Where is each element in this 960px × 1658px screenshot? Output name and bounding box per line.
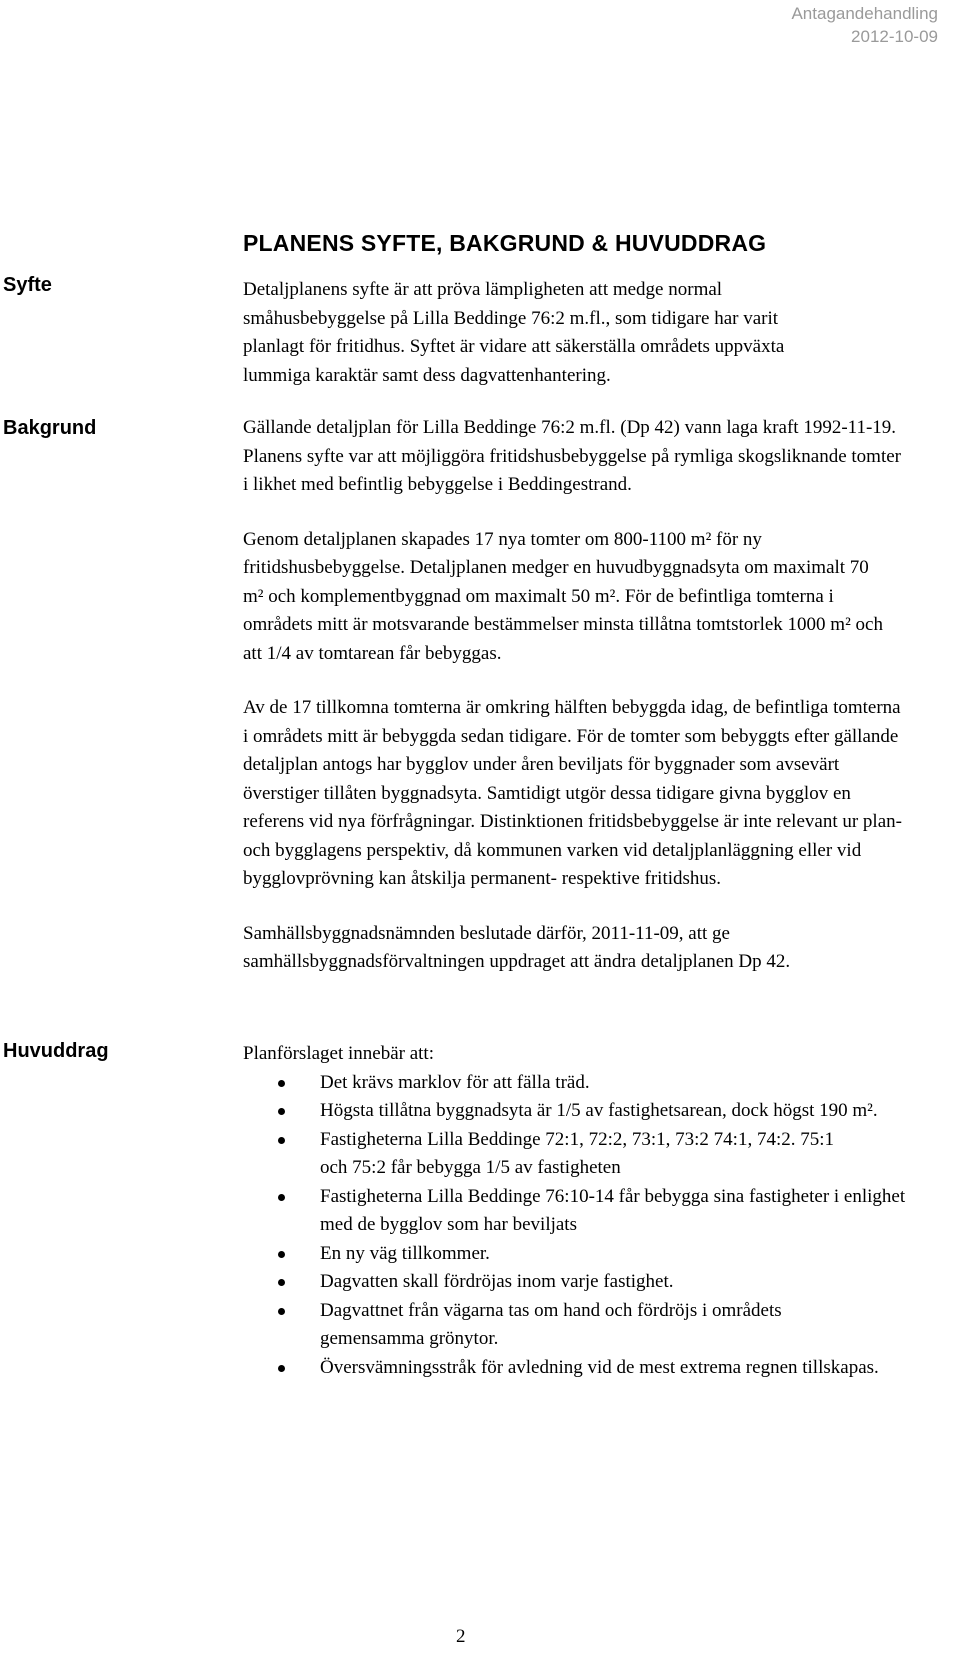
page-number: 2: [456, 1626, 466, 1647]
bullet-icon: [278, 1279, 285, 1286]
bakgrund-paragraph: Genom detaljplanen skapades 17 nya tomter om 800-1100 m² för ny fritidshusbebyggelse. Detaljplanen medger en huvudbyggnadsyta om maximalt 70 m² och komplementbyggnad om maximalt 50 m². För de befintliga tomterna i områdets mitt är motsvarande bestämmelser minsta tillåtna tomtstorlek 1000 m² och att 1/4 av tomtarean får bebyggas.: [243, 528, 883, 664]
bullet-icon: [278, 1308, 285, 1315]
list-item: Högsta tillåtna byggnadsyta är 1/5 av fastighetsarean, dock högst 190 m².: [243, 1097, 880, 1126]
section-label-syfte: Syfte: [3, 274, 52, 296]
document-status: Antagandehandling: [791, 4, 938, 23]
list-item: Dagvatten skall fördröjas inom varje fastighet.: [243, 1268, 880, 1297]
bullet-icon: [278, 1137, 285, 1144]
bakgrund-paragraph: Samhällsbyggnadsnämnden beslutade därför, 2011-11-09, att ge samhällsbyggnadsförvaltningen uppdraget att ändra detaljplanen Dp 42.: [243, 922, 791, 972]
section-bakgrund: [243, 414, 953, 977]
bullet-icon: [278, 1108, 285, 1115]
bullet-icon: [278, 1251, 285, 1258]
bullet-icon: [278, 1365, 285, 1372]
document-header: [791, 2, 938, 48]
huvuddrag-intro: Planförslaget innebär att:: [243, 1043, 434, 1064]
huvuddrag-list: [243, 1069, 953, 1383]
bullet-icon: [278, 1080, 285, 1087]
bakgrund-paragraph: Av de 17 tillkomna tomterna är omkring hälften bebyggda idag, de befintliga tomterna i områdets mitt är bebyggda sedan tidigare. För de tomter som bebyggts efter gällande detaljplan antogs har bygglov under åren beviljats för byggnader som avsevärt överstiger tillåten byggnadsyta. Samtidigt utgör dessa tidigare givna bygglov en referens vid nya förfrågningar. Distinktionen fritidsbebyggelse är inte relevant ur plan- och bygglagens perspektiv, då kommunen varken vid detaljplanläggning eller vid bygglovprövning kan åtskilja permanent- respektive fritidshus.: [243, 697, 902, 889]
syfte-text: Detaljplanens syfte är att pröva lämpligheten att medge normal småhusbebyggelse på Lilla Beddinge 76:2 m.fl., som tidigare har varit planlagt för fritidhus. Syftet är vidare att säkerställa områdets uppväxta lummiga karaktär samt dess dagvattenhantering.: [243, 279, 785, 386]
document-date: 2012-10-09: [851, 27, 938, 46]
list-item: Översvämningsstråk för avledning vid de mest extrema regnen tillskapas.: [243, 1354, 880, 1383]
list-item: Det krävs marklov för att fälla träd.: [243, 1069, 880, 1098]
section-label-huvuddrag: Huvuddrag: [3, 1040, 109, 1062]
page-heading: PLANENS SYFTE, BAKGRUND & HUVUDDRAG: [243, 230, 767, 256]
list-item: En ny väg tillkommer.: [243, 1240, 880, 1269]
list-item: Fastigheterna Lilla Beddinge 76:10-14 får bebygga sina fastigheter i enlighet med de bygglov som har beviljats: [243, 1183, 920, 1240]
section-label-bakgrund: Bakgrund: [3, 417, 97, 439]
list-item: Dagvattnet från vägarna tas om hand och fördröjs i områdets gemensamma grönytor.: [243, 1297, 880, 1354]
bullet-icon: [278, 1194, 285, 1201]
section-syfte: [243, 276, 953, 390]
bakgrund-paragraph: Gällande detaljplan för Lilla Beddinge 76:2 m.fl. (Dp 42) vann laga kraft 1992-11-19. Planens syfte var att möjliggöra fritidshusbebyggelse på rymliga skogsliknande tomter i likhet med befintlig bebyggelse i Beddingestrand.: [243, 417, 902, 495]
list-item: Fastigheterna Lilla Beddinge 72:1, 72:2, 73:1, 73:2 74:1, 74:2. 75:1 och 75:2 får bebygga 1/5 av fastigheten: [243, 1126, 865, 1183]
section-huvuddrag: [243, 1040, 953, 1382]
